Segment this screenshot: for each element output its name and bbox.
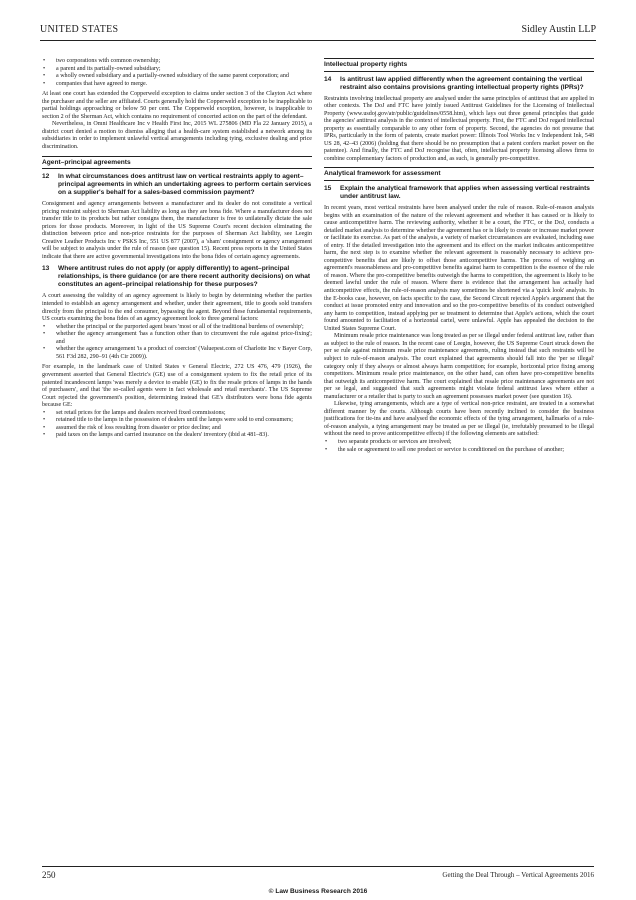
list-item: • assumed the risk of loss resulting from disaster or price decline; and	[52, 425, 312, 433]
page-footer	[42, 866, 594, 882]
question-text: Is antitrust law applied differently when the agreement containing the vertical restraint also contains provisions granting intellectual property rights (IPRs)?	[340, 75, 584, 91]
left-column	[42, 58, 312, 443]
question-number: 15	[324, 185, 332, 193]
question-number: 13	[42, 265, 50, 273]
copyright-notice: © Law Business Research 2016	[268, 888, 368, 895]
paragraph: Restraints involving intellectual property are analysed under the same principles of antitrust that are applied in other contexts. The DoJ and FTC have jointly issued Antitrust Guidelines for the Licensing of Intellectual Property (www.usdoj.gov/atr/public/guidelines/0558.htm), which lays out three general principles that guide the agencies' antitrust analysis in the context of intellectual property. First, the FTC and DoJ regard intellectual property as essentially comparable to any other form of property. Second, the agencies do not presume that IPRs, particularly in the form of patents, create market power: Illinois Tool Works Inc v Independent Ink, 548 US 28, 42–43 (2006) (holding that there should be no presumption that a patent confers market power on the patentee). And finally, the FTC and DoJ recognise that, often, intellectual property licensing allows firms to combine complementary factors of production and, as such, is generally pro-competitive.	[324, 95, 594, 162]
paragraph: A court assessing the validity of an agency agreement is likely to begin by determining whether the parties intended to establish an agency arrangement and whether, under their agreement, title to goods sold transfers directly from the principal to the end consumer, bypassing the agent. Beyond these fundamental requirements, US courts examining the bona fides of an agency agreement look to three general factors:	[42, 293, 312, 323]
paragraph: Minimum resale price maintenance was long treated as per se illegal under federal antitrust law, rather than as subject to the rule of reason. In the recent case of Leegin, however, the US Supreme Court struck down the per se rule against minimum resale price maintenance agreements, ruling instead that such restraints will be subject to rule-of-reason analysis. The court explained that agreements should fall into the 'per se illegal' category only if they always or almost always harm competition; for example, horizontal price fixing among competitors. Minimum resale price maintenance, on the other hand, can often have pro-competitive benefits that outweigh its anticompetitive harm. The court explained that resale price maintenance agreements are not per se legal, and suggested that such agreements might violate federal antitrust laws where either a manufacturer or a retailer that is party to such an agreement possesses market power (see question 16).	[324, 333, 594, 400]
list-item: • the sale or agreement to sell one product or service is conditioned on the purchase of another;	[334, 447, 594, 455]
list-item: • two corporations with common ownership;	[52, 58, 312, 66]
bullet-list	[42, 324, 312, 362]
list-item: • two separate products or services are involved;	[334, 439, 594, 447]
question-number: 14	[324, 75, 332, 83]
bullet-list	[42, 58, 312, 88]
section-heading: Agent–principal agreements	[42, 156, 312, 170]
paragraph: Nevertheless, in Omni Healthcare Inc v Health First Inc, 2015 WL 275806 (MD Fla 22 January 2015), a district court denied a motion to dismiss alleging that a health-care system established a network among its subsidiaries in order to implement unlawful vertical arrangements including tying, exclusive dealing and price discrimination.	[42, 121, 312, 151]
list-item: • whether the principal or the purported agent bears 'most or all of the traditional burdens of ownership';	[52, 324, 312, 332]
page-number: 250	[42, 870, 56, 880]
question-heading	[324, 76, 594, 92]
publication-title: Getting the Deal Through – Vertical Agreements 2016	[442, 871, 594, 879]
page-header	[40, 24, 596, 41]
paragraph: Consignment and agency arrangements between a manufacturer and its dealer do not constitute a vertical pricing restraint subject to Sherman Act liability as long as they are bona fide. Where a manufacturer does not transfer title to its products but rather consigns them, the manufacturer is free to unilaterally dictate the sale prices for those products. Moreover, in light of the US Supreme Court's recent decision eliminating the distinction between price and non-price restraints for the purposes of Sherman Act liability, see Leegin Creative Leather Products Inc v PSKS Inc, 551 US 877 (2007), a 'sham' consignment or agency arrangement will be subject to analysis under the rule of reason (see question 15). Recent press reports in the United States indicate that there are active governmental investigations into the bona fides of certain agency agreements.	[42, 201, 312, 260]
section-heading: Intellectual property rights	[324, 58, 594, 72]
right-column	[324, 58, 594, 457]
section-heading: Analytical framework for assessment	[324, 167, 594, 181]
list-item: • whether the agency arrangement 'has a function other than to circumvent the rule against price-fixing'; and	[52, 331, 312, 346]
bullet-list	[324, 439, 594, 454]
question-heading	[324, 185, 594, 201]
header-country: UNITED STATES	[40, 24, 119, 35]
question-text: In what circumstances does antitrust law on vertical restraints apply to agent–principal agreements in which an undertaking agrees to perform certain services on a supplier's behalf for a sales-based commission payment?	[58, 173, 312, 197]
list-item: • a wholly owned subsidiary and a partially-owned subsidiary of the same parent corporation; and	[52, 73, 312, 81]
list-item: • companies that have agreed to merge.	[52, 81, 312, 89]
question-heading	[42, 173, 312, 197]
paragraph: Likewise, tying arrangements, which are a type of vertical non-price restraint, are treated in a somewhat different manner by the courts. Although courts have been recently inclined to consider the business justifications for tie-ins and have analysed the economic effects of the tying arrangement, hallmarks of a rule-of-reason analysis, a tying arrangement may be treated as per se illegal (ie, irrefutably presumed to be illegal without the need to prove anticompetitive effects) if the following elements are satisfied:	[324, 401, 594, 438]
paragraph: For example, in the landmark case of United States v General Electric, 272 US 476, 479 (1926), the government asserted that General Electric's (GE) use of a consignment system to fix the retail price of its patented incandescent lamps 'was merely a device to enable (GE) to fix the resale prices of lamps in the hands of purchasers', and that 'the so-called agents were in fact wholesale and retail merchants'. The US Supreme Court rejected the government's position, determining instead that GE's distributors were bona fide agents because GE:	[42, 364, 312, 409]
list-item: • a parent and its partially-owned subsidiary;	[52, 66, 312, 74]
bullet-list	[42, 410, 312, 440]
question-number: 12	[42, 173, 50, 181]
paragraph: In recent years, most vertical restraints have been analysed under the rule of reason. Rule-of-reason analysis begins with an examination of the nature of the relevant agreement and whether it has caused or is likely to cause anticompetitive harm. The reviewing authority, whether it be a court, the FTC, or the DoJ, conducts a detailed market analysis to determine whether the agreement has or is likely to create or increase market power or facilitate its exercise. As part of the analysis, a variety of market circumstances are evaluated, including ease of entry. If the detailed investigation into the agreement and its effect on the market indicates anticompetitive harm, the next step is to examine whether the relevant agreement is reasonably necessary to achieve pro-competitive benefits that are likely to offset those anticompetitive harms. The process of weighing an agreement's reasonableness and pro-competitive benefits against harm to competition is the essence of the rule of reason. Where the pro-competitive benefits outweigh the harms to competition, the agreement is likely to be deemed lawful under the rule of reason. Where there is evidence that the arrangement has actually had anticompetitive effects, the rule-of-reason analysis may sometimes be shortened via a 'quick look' analysis. In the E-books case, however, on facts specific to the case, the Second Circuit rejected Apple's argument that the conduct at issue promoted entry and innovation and so the pro-competitive benefits of its conduct outweighed any harm to competition, instead applying per se treatment to determine that Apple's actions, which the court found amounted to facilitation of a horizontal cartel, were unlawful. Apple has appealed the decision to the United States Supreme Court.	[324, 205, 594, 332]
paragraph: At least one court has extended the Copperweld exception to claims under section 3 of the Clayton Act where the purchaser and the seller are affiliated. Courts generally hold the Copperweld exception to be inapplicable to partial holdings approaching or below 50 per cent. The Copperweld exception, however, is inapplicable to section 2 of the Sherman Act, which contains no requirement of concerted action on the part of the defendant.	[42, 91, 312, 120]
list-item: • whether the agency arrangement 'is a product of coercion' (Valuepest.com of Charlotte Inc v Bayer Corp, 561 F3d 282, 290–91 (4th Cir 2009)).	[52, 346, 312, 361]
list-item: • set retail prices for the lamps and dealers received fixed commissions;	[52, 410, 312, 418]
list-item: • paid taxes on the lamps and carried insurance on the dealers' inventory (ibid at 481–83).	[52, 432, 312, 440]
question-text: Explain the analytical framework that applies when assessing vertical restraints under antitrust law.	[340, 185, 590, 201]
header-firm: Sidley Austin LLP	[521, 24, 596, 35]
question-heading	[42, 265, 312, 289]
question-text: Where antitrust rules do not apply (or apply differently) to agent–principal relationships, is there guidance (or are there recent authority decisions) on what constitutes an agent–principal relationship for these purposes?	[58, 265, 311, 289]
list-item: • retained title to the lamps in the possession of dealers until the lamps were sold to end consumers;	[52, 417, 312, 425]
